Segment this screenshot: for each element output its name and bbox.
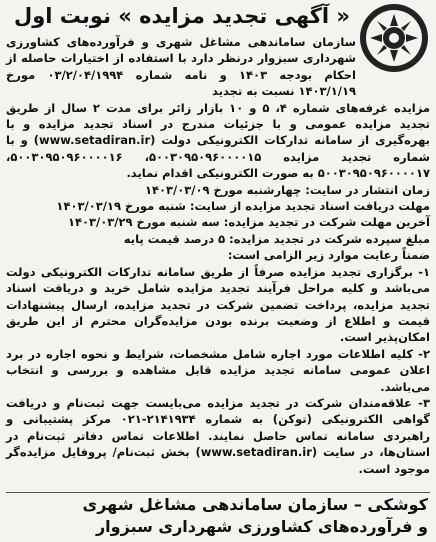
requirement-item: ۱- برگزاری تجدید مزایده صرفاً از طریق سامانه تدارکات الکترونیکی دولت می‌باشد و کلیه مراحل فرآیند تجدید مزایده شامل خرید و دریافت اسناد تجدید مزایده، پرداخت تضمین شرکت در تجدید مزایده، ارسال پیشنهادات قیمت و اطلاع از وضعیت برنده بودن مزایده‌گران محترم از این طریق امکان‌پذیر است. — [6, 264, 430, 345]
publish-date: زمان انتشار در سایت: چهارشنبه مورخ ۱۴۰۳/۰۳/۰۹ — [144, 182, 430, 197]
page-title: « آگهی تجدید مزایده » نوبت اول — [14, 4, 350, 28]
auction-details: مزایده غرفه‌های شماره ۴، ۵ و ۱۰ بازار زائر برای مدت ۲ سال از طریق تجدید مزایده عمومی و با جزئیات مندرج در اسناد تجدید مزایده و با بهره‌گیری از سامانه تدارکات الکترونیکی دولت (www.setadiran.ir) و با شماره تجدید مزایده ۵۰۰۳۰۹۵۰۹۶۰۰۰۰۱۵، ۵۰۰۳۰۹۵۰۹۶۰۰۰۰۱۶، ۵۰۰۳۰۹۵۰۹۶۰۰۰۰۱۷ به صورت الکترونیکی اقدام نماید. — [6, 100, 430, 181]
bid-deadline: آخرین مهلت شرکت در تجدید مزایده: سه شنبه مورخ ۱۴۰۳/۰۳/۲۹ — [67, 215, 430, 230]
signature-line: و فرآورده‌های کشاورزی شهرداری سبزوار — [95, 517, 428, 536]
document-deadline: مهلت دریافت اسناد تجدید مزایده از سایت: شنبه مورخ ۱۴۰۳/۰۳/۱۹ — [56, 199, 430, 214]
notice-body — [6, 34, 430, 477]
requirements-heading: ضمناً رعایت موارد زیر الزامی است: — [227, 248, 430, 263]
signature-block — [8, 494, 428, 538]
deposit-amount: مبلغ سپرده شرکت در تجدید مزایده: ۵ درصد قیمت پایه — [123, 231, 430, 246]
requirement-item: ۳- علاقه‌مندان شرکت در تجدید مزایده می‌بایست جهت ثبت‌نام و دریافت گواهی الکترونیکی (توکن) به شماره ۲۱۴۱۹۳۴-۰۲۱ مرکز پشتیبانی و راهبردی سامانه تماس حاصل نمایند. اطلاعات تماس دفاتر ثبت‌نام در استان‌ها، در سایت (www.setadiran.ir) بخش ثبت‌نام/ پروفایل مزایده‌گر موجود است. — [6, 395, 430, 476]
requirement-item: ۲- کلیه اطلاعات مورد اجاره شامل مشخصات، شرایط و نحوه اجاره در برد اعلان عمومی سامانه تجدید مزایده قابل مشاهده و بررسی و انتخاب می‌باشد. — [6, 346, 430, 394]
divider — [6, 492, 430, 493]
intro-text: سازمان ساماندهی مشاغل شهری و فرآورده‌های کشاورزی شهرداری سبزوار درنظر دارد با استفاده از اختیارات حاصله از احکام بودجه ۱۴۰۳ و نامه شماره ۰۳/۲/۰۴/۱۹۹۴ مورخ ۱۴۰۳/۱/۱۹ نسبت به تجدید — [6, 35, 356, 99]
signature-line: کوشکی – سازمان ساماندهی مشاغل شهری — [82, 495, 428, 514]
